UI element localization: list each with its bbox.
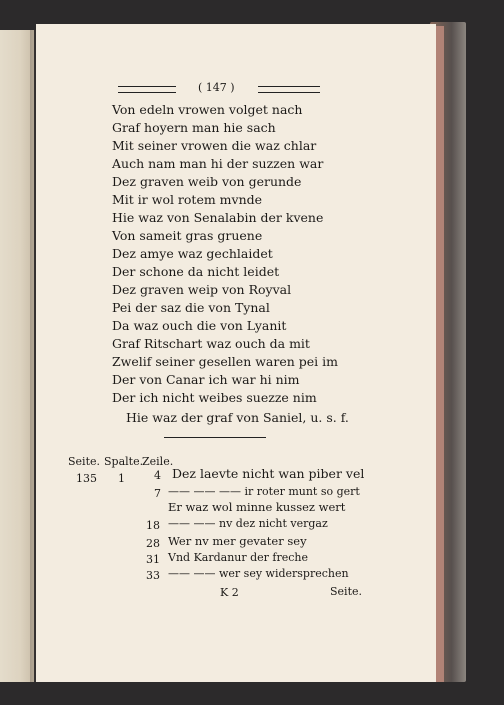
page-number: ( 147 ) [198,81,235,94]
header-rule-left [118,86,176,93]
variant-text: —— —— wer sey widersprechen [168,567,349,580]
signature-mark: K 2 [220,586,239,599]
zeile-cell: 31 [146,553,160,566]
column-header-zeile: Zeile. [142,455,174,468]
column-header-seite: Seite. [68,455,100,468]
verse-line: Der von Canar ich war hi nim [112,372,300,387]
verse-line: Auch nam man hi der suzzen war [112,156,324,171]
variant-text: Er waz wol minne kussez wert [168,500,346,514]
variant-text: —— —— —— ir roter munt so gert [168,485,360,498]
verse-line: Von edeln vrowen volget nach [112,102,303,117]
zeile-cell: 7 [154,487,161,500]
verse-line: Der schone da nicht leidet [112,264,280,279]
verse-line: Graf hoyern man hie sach [112,120,276,135]
spalte-cell: 1 [118,472,125,485]
verse-line: Dez amye waz gechlaidet [112,246,273,261]
verse-line: Zwelif seiner gesellen waren pei im [112,354,338,369]
seite-cell: 135 [76,472,97,485]
verse-line: Von sameit gras gruene [112,228,263,243]
zeile-cell: 4 [154,469,161,482]
verse-line: Der ich nicht weibes suezze nim [112,390,317,405]
verse-line: Mit ir wol rotem mvnde [112,192,263,207]
variant-text: Dez laevte nicht wan piber vel [172,466,365,481]
zeile-cell: 28 [146,537,160,550]
zeile-cell: 33 [146,569,160,582]
column-header-spalte: Spalte. [104,455,144,468]
facing-page-edge [0,30,34,682]
verse-line: Dez graven weip von Royval [112,282,292,297]
variant-text: —— —— nv dez nicht vergaz [168,517,328,530]
verse-line: Mit seiner vrowen die waz chlar [112,138,317,153]
catchword: Seite. [330,585,362,598]
variant-text: Wer nv mer gevater sey [168,534,307,548]
verse-line: Graf Ritschart waz ouch da mit [112,336,310,351]
verse-line: Dez graven weib von gerunde [112,174,302,189]
zeile-cell: 18 [146,519,160,532]
variant-text: Vnd Kardanur der freche [168,551,309,564]
verse-line: Hie waz von Senalabin der kvene [112,210,324,225]
header-rule-right [258,86,320,93]
verse-last-line: Hie waz der graf von Saniel, u. s. f. [126,410,349,425]
verse-line: Pei der saz die von Tynal [112,300,270,315]
section-divider [164,437,266,438]
verse-line: Da waz ouch die von Lyanit [112,318,287,333]
